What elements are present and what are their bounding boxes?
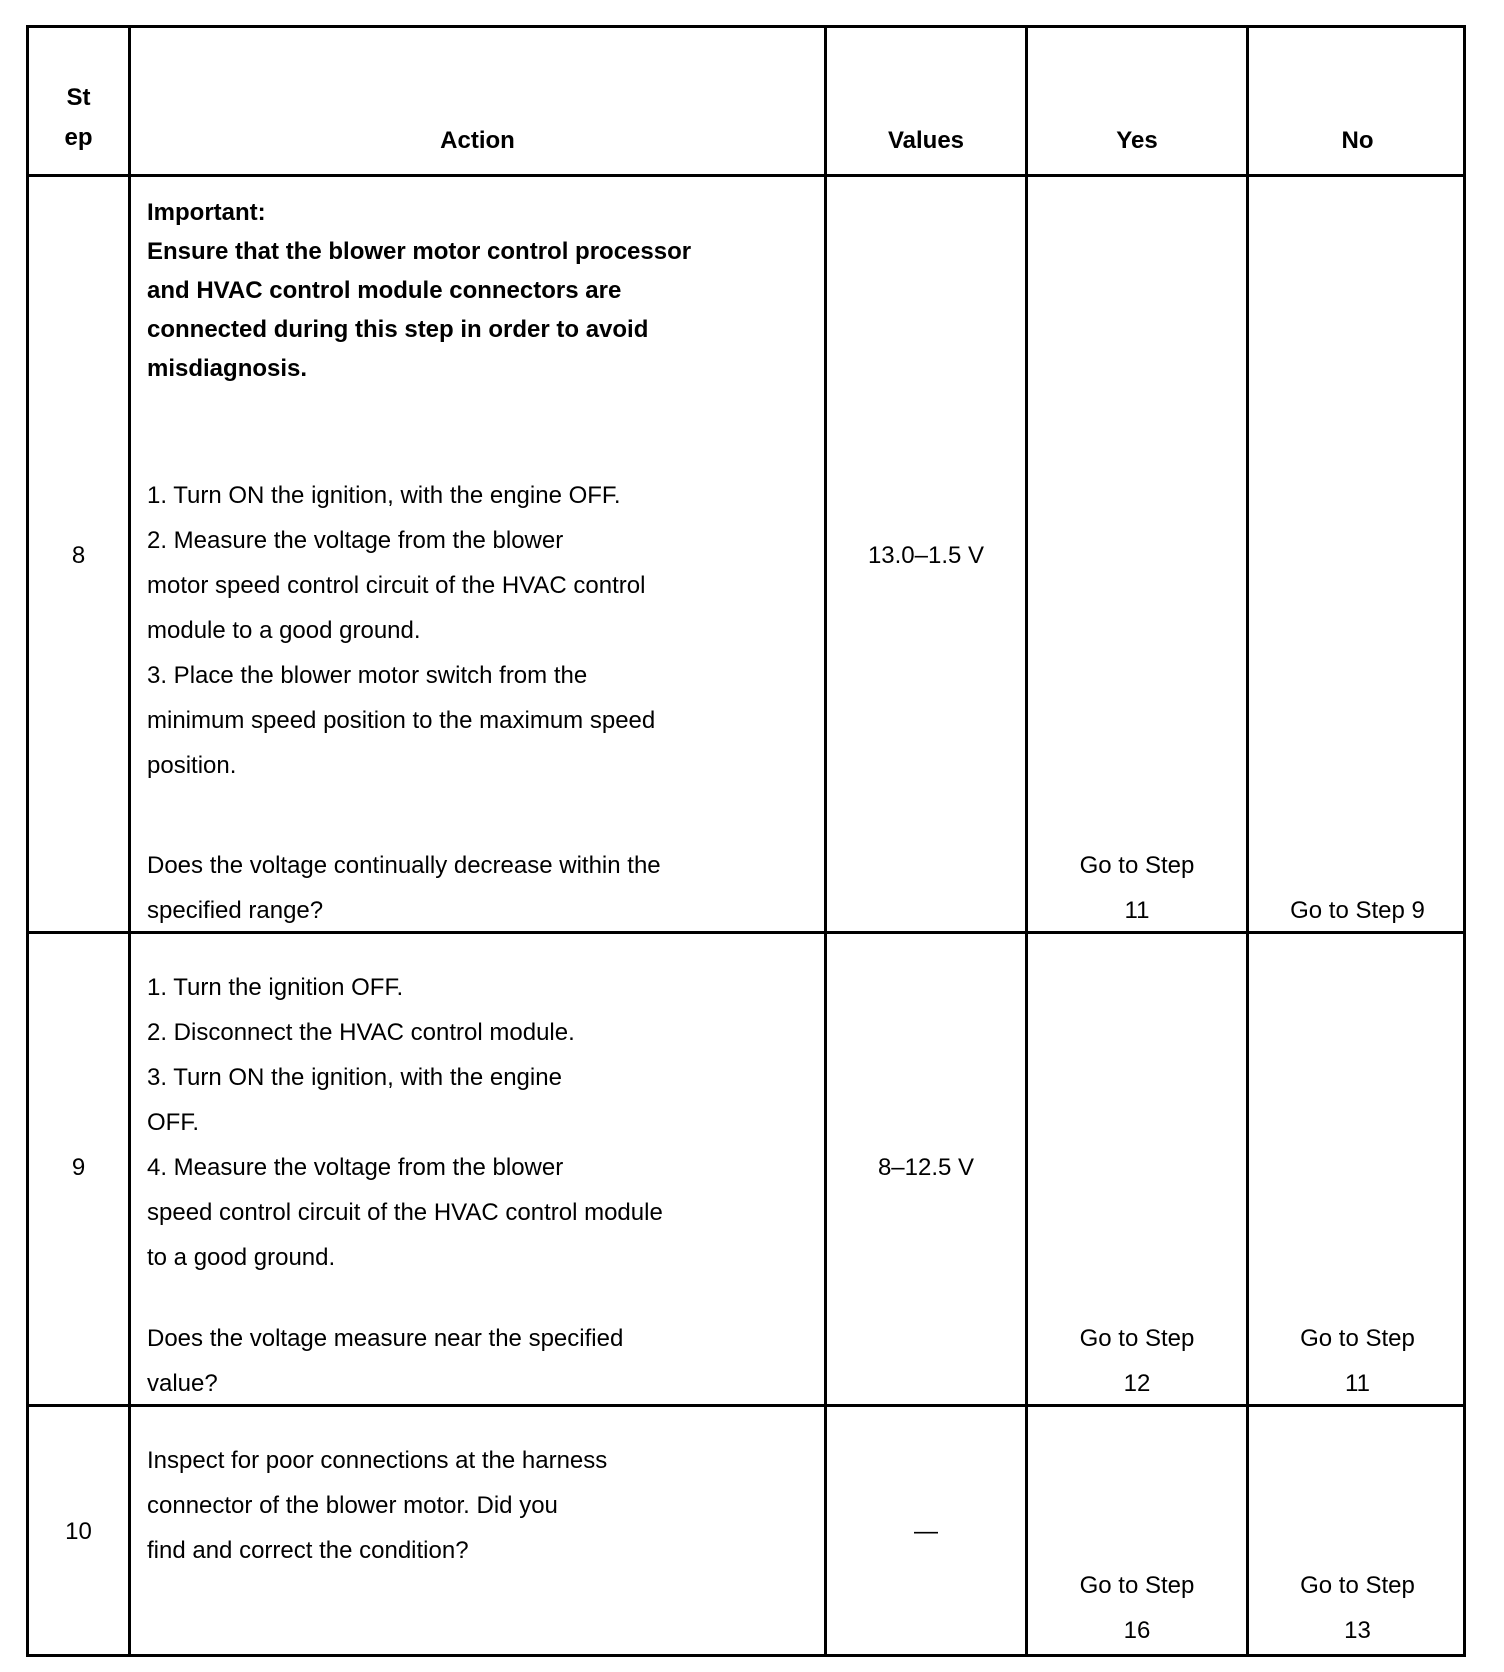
yes-line: Go to Step bbox=[1079, 852, 1195, 879]
action-cell bbox=[147, 193, 817, 388]
column-divider bbox=[128, 28, 131, 1654]
value-cell: 8–12.5 V bbox=[877, 1154, 975, 1181]
step-number: 9 bbox=[71, 1154, 86, 1181]
header-step-line: St bbox=[66, 84, 91, 111]
step-number: 8 bbox=[71, 542, 86, 569]
header-action: Action bbox=[440, 127, 515, 154]
important-line: connected during this step in order to avoid bbox=[147, 316, 649, 343]
yes-line: Go to Step bbox=[1079, 1572, 1195, 1599]
question-line: specified range? bbox=[147, 897, 324, 924]
action-steps bbox=[147, 1438, 817, 1573]
action-line: 3. Place the blower motor switch from the bbox=[147, 662, 588, 689]
important-line: Important: bbox=[147, 199, 266, 226]
action-line: to a good ground. bbox=[147, 1244, 336, 1271]
important-line: and HVAC control module connectors are bbox=[147, 277, 622, 304]
step-number: 10 bbox=[65, 1518, 92, 1545]
important-line: Ensure that the blower motor control processor bbox=[147, 238, 692, 265]
column-divider bbox=[824, 28, 827, 1654]
action-line: motor speed control circuit of the HVAC control bbox=[147, 572, 646, 599]
no-line: 11 bbox=[1345, 1370, 1370, 1397]
question bbox=[147, 843, 817, 933]
no-line: 13 bbox=[1344, 1617, 1371, 1644]
header-yes: Yes bbox=[1116, 127, 1158, 154]
no-line: Go to Step bbox=[1300, 1572, 1415, 1599]
action-line: 1. Turn ON the ignition, with the engine OFF. bbox=[147, 482, 621, 509]
yes-cell bbox=[1028, 843, 1246, 933]
important-line: misdiagnosis. bbox=[147, 355, 308, 382]
question-line: Does the voltage measure near the specified bbox=[147, 1325, 624, 1352]
action-line: OFF. bbox=[147, 1109, 199, 1136]
yes-cell bbox=[1028, 1563, 1246, 1653]
action-line: minimum speed position to the maximum speed bbox=[147, 707, 656, 734]
header-step-line: ep bbox=[64, 124, 93, 151]
yes-line: Go to Step bbox=[1079, 1325, 1195, 1352]
action-line: 3. Turn ON the ignition, with the engine bbox=[147, 1064, 562, 1091]
no-cell bbox=[1249, 1563, 1466, 1653]
action-line: module to a good ground. bbox=[147, 617, 421, 644]
value-cell: — bbox=[914, 1518, 938, 1545]
no-cell bbox=[1249, 1316, 1466, 1406]
question-line: Does the voltage continually decrease within the bbox=[147, 852, 661, 879]
yes-line: 12 bbox=[1123, 1370, 1151, 1397]
question bbox=[147, 1316, 817, 1406]
row-divider bbox=[29, 174, 1463, 177]
action-steps bbox=[147, 473, 817, 788]
header-no: No bbox=[1341, 127, 1374, 154]
value-cell: 13.0–1.5 V bbox=[867, 542, 985, 569]
diagnostic-table bbox=[26, 25, 1466, 1657]
header-step bbox=[29, 78, 128, 158]
question-line: value? bbox=[147, 1370, 218, 1397]
action-line: speed control circuit of the HVAC control module bbox=[147, 1199, 663, 1226]
action-steps bbox=[147, 965, 817, 1280]
important-note bbox=[147, 193, 817, 388]
action-line: 2. Measure the voltage from the blower bbox=[147, 527, 564, 554]
column-divider bbox=[1025, 28, 1028, 1654]
yes-line: 16 bbox=[1123, 1617, 1151, 1644]
action-line: find and correct the condition? bbox=[147, 1537, 469, 1564]
yes-line: 11 bbox=[1124, 897, 1150, 924]
action-line: Inspect for poor connections at the harness bbox=[147, 1447, 608, 1474]
action-line: connector of the blower motor. Did you bbox=[147, 1492, 558, 1519]
no-cell bbox=[1249, 888, 1466, 933]
action-line: 2. Disconnect the HVAC control module. bbox=[147, 1019, 575, 1046]
action-line: position. bbox=[147, 752, 237, 779]
action-line: 1. Turn the ignition OFF. bbox=[147, 974, 404, 1001]
column-divider bbox=[1246, 28, 1249, 1654]
action-line: 4. Measure the voltage from the blower bbox=[147, 1154, 564, 1181]
header-values: Values bbox=[887, 127, 965, 154]
no-line: Go to Step bbox=[1300, 1325, 1415, 1352]
no-line: Go to Step 9 bbox=[1290, 897, 1425, 924]
yes-cell bbox=[1028, 1316, 1246, 1406]
